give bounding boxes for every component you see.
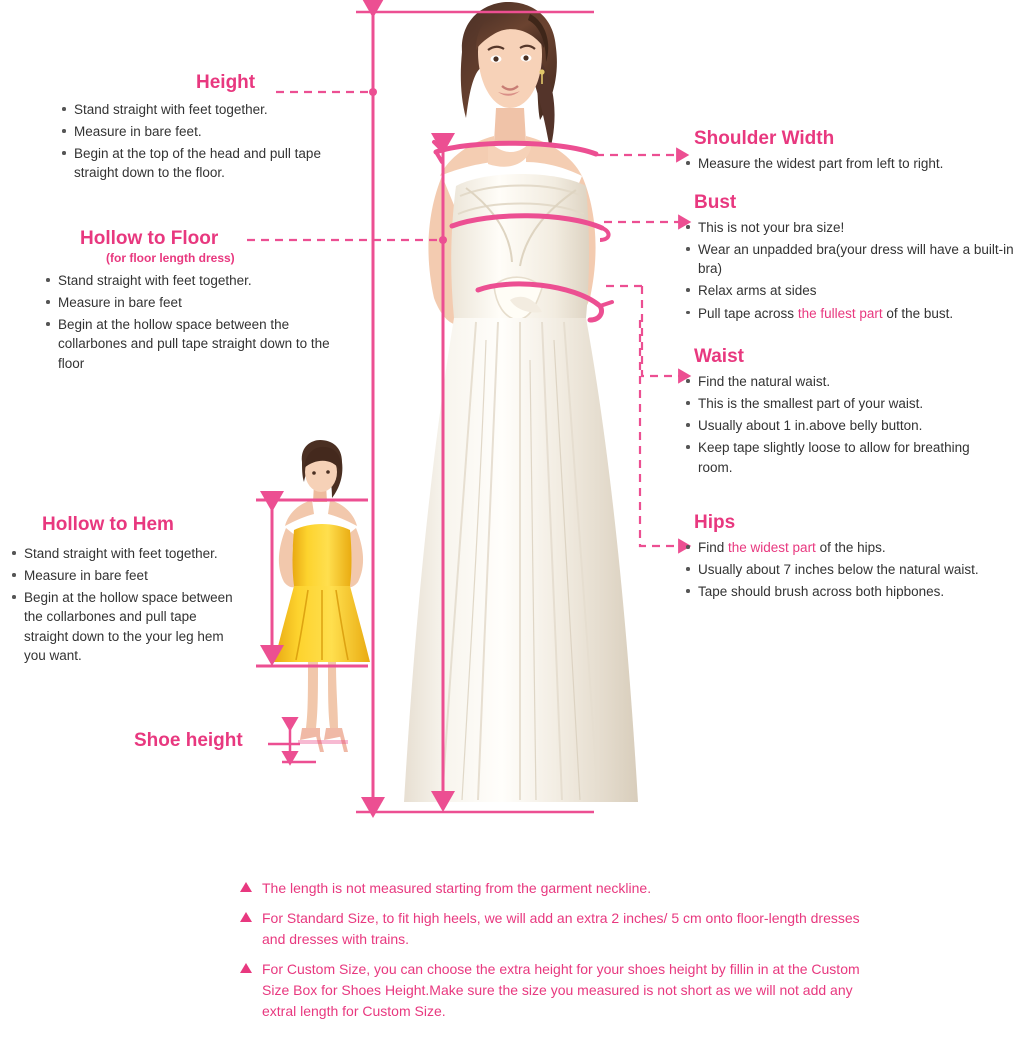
list-item: Relax arms at sides	[684, 281, 1014, 300]
shoe-height-block	[134, 730, 243, 752]
waist-block	[694, 346, 994, 480]
list-item	[684, 304, 1014, 323]
height-bullets	[60, 100, 360, 183]
bust-last-after: of the bust.	[882, 305, 954, 321]
list-item: Usually about 7 inches below the natural waist.	[684, 560, 1006, 579]
bust-last-highlight: the fullest part	[797, 305, 883, 321]
bust-title: Bust	[694, 192, 737, 213]
list-item: Begin at the hollow space between the collarbones and pull tape straight down to the your leg hem you want.	[10, 588, 240, 665]
list-item: Find the natural waist.	[684, 372, 994, 391]
list-item: Begin at the top of the head and pull tape straight down to the floor.	[60, 144, 360, 182]
list-item: Begin at the hollow space between the collarbones and pull tape straight down to the floor	[44, 315, 344, 372]
list-item: Measure in bare feet	[44, 293, 344, 312]
list-item: Stand straight with feet together.	[44, 271, 344, 290]
hips-block	[694, 512, 1006, 604]
waist-title: Waist	[694, 346, 744, 367]
hips-bullets	[684, 538, 1006, 601]
note-item	[240, 878, 880, 899]
note-text: For Custom Size, you can choose the extra height for your shoes height by fillin in at the Custom Size Box for Shoes Height.Make sure the size you measured is not short as we will not add any extral length for Custom Size.	[262, 961, 860, 1019]
hips-first-before: Find	[698, 540, 729, 555]
hollow-to-floor-block	[44, 228, 344, 376]
list-item: Measure in bare feet	[10, 566, 240, 585]
list-item: Tape should brush across both hipbones.	[684, 582, 1006, 601]
shoulder-width-bullets	[684, 154, 1010, 173]
shoe-height-title: Shoe height	[134, 730, 243, 751]
list-item: Measure in bare feet.	[60, 122, 360, 141]
list-item: Usually about 1 in.above belly button.	[684, 416, 994, 435]
warning-triangle-icon	[240, 882, 252, 892]
footer-notes	[240, 878, 880, 1031]
shoulder-width-block	[694, 128, 1010, 176]
hollow-to-hem-title: Hollow to Hem	[42, 514, 174, 535]
list-item: Stand straight with feet together.	[60, 100, 360, 119]
list-item: This is not your bra size!	[684, 218, 1014, 237]
list-item: Wear an unpadded bra(your dress will have a built-in bra)	[684, 240, 1014, 278]
list-item: Keep tape slightly loose to allow for breathing room.	[684, 438, 994, 476]
waist-bullets	[684, 372, 994, 477]
bust-block	[694, 192, 1014, 326]
hollow-to-floor-title: Hollow to Floor	[80, 228, 219, 249]
hollow-to-hem-block	[10, 514, 240, 668]
note-item	[240, 908, 880, 950]
warning-triangle-icon	[240, 963, 252, 973]
note-text: The length is not measured starting from the garment neckline.	[262, 880, 652, 896]
note-item	[240, 959, 880, 1022]
hips-first-after: of the hips.	[815, 540, 886, 555]
hips-first-highlight: the widest part	[728, 540, 816, 555]
list-item: Measure the widest part from left to right.	[684, 154, 1010, 173]
hollow-to-hem-bullets	[10, 544, 240, 665]
shoulder-width-title: Shoulder Width	[694, 128, 835, 149]
hollow-to-floor-subtitle: (for floor length dress)	[106, 251, 235, 265]
hips-title: Hips	[694, 512, 736, 533]
height-block	[60, 72, 360, 186]
warning-triangle-icon	[240, 912, 252, 922]
hollow-to-floor-bullets	[44, 271, 344, 373]
bust-last-before: Pull tape across	[698, 305, 798, 321]
note-text: For Standard Size, to fit high heels, we will add an extra 2 inches/ 5 cm onto floor-length dresses and dresses with trains.	[262, 910, 860, 947]
bust-bullets	[684, 218, 1014, 323]
list-item: This is the smallest part of your waist.	[684, 394, 994, 413]
height-title: Height	[196, 72, 256, 93]
list-item: Stand straight with feet together.	[10, 544, 240, 563]
list-item	[684, 538, 1006, 557]
